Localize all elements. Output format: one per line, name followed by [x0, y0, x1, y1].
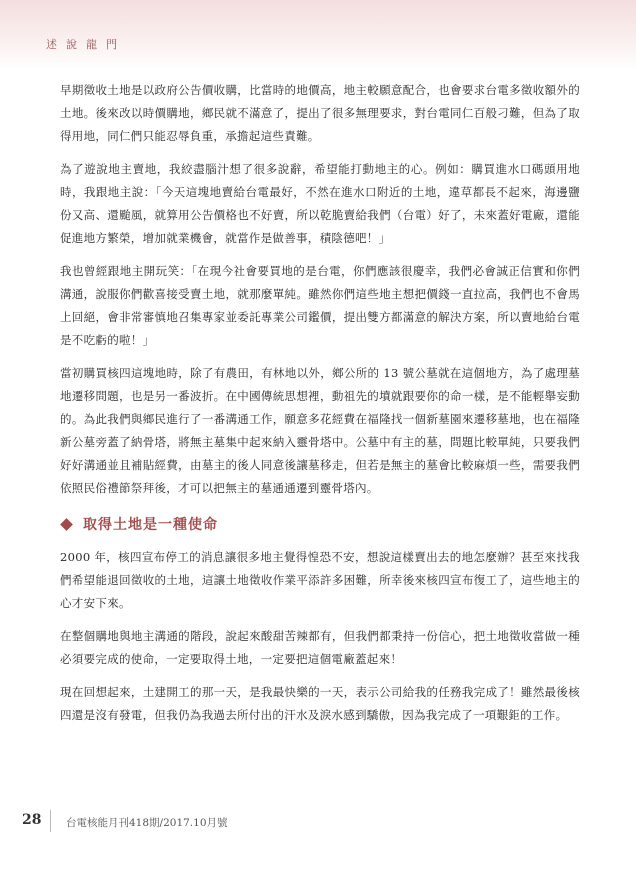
paragraph: 現在回想起來，土建開工的那一天，是我最快樂的一天，表示公司給我的任務我完成了！雖然最後核四還是沒有發電，但我仍為我過去所付出的汗水及淚水感到驕傲，因為我完成了一項艱鉅的工作。	[60, 685, 580, 722]
diamond-icon	[60, 518, 73, 531]
paragraph: 當初購買核四這塊地時，除了有農田，有林地以外，鄉公所的 13 號公墓就在這個地方，為了處理墓地遷移問題，也是另一番波折。在中國傳統思想裡，動祖先的墳就跟要你的命一樣，是不能輕舉妄動的。為此我們與鄉民進行了一番溝通工作，願意多花經費在福隆找一個新墓園來遷移墓地，也在福隆新公墓旁蓋了納骨塔，將無主墓集中起來納入靈骨塔中。公墓中有主的墓，問題比較單純，只要我們好好溝通並且補貼經費，由墓主的後人同意後讓墓移走，但若是無主的墓會比較麻煩一些，需要我們依照民俗禮節祭拜後，才可以把無主的墓通通遷到靈骨塔內。	[60, 366, 580, 495]
paragraph: 2000 年，核四宣布停工的消息讓很多地主覺得惶恐不安，想說這樣賣出去的地怎麼辦？甚至來找我們希望能退回徵收的土地，這讓土地徵收作業平添許多困難，所幸後來核四宣布復工了，這些地主的心才安下來。	[60, 550, 580, 610]
paragraph: 我也曾經跟地主開玩笑：「在現今社會要買地的是台電，你們應該很慶幸，我們必會誠正信實和你們溝通，說服你們歡喜接受賣土地，就那麼單純。雖然你們這些地主想把價錢一直拉高，我們也不會馬上回絕，會非常審慎地召集專家並委託專業公司鑑價，提出雙方都滿意的解決方案，所以賣地給台電是不吃虧的啦！」	[60, 264, 580, 347]
paragraph: 為了遊說地主賣地，我絞盡腦汁想了很多說辭，希望能打動地主的心。例如：購買進水口碼頭用地時，我跟地主說：「今天這塊地賣給台電最好，不然在進水口附近的土地，違草都長不起來，海邊鹽份又高、還颱風，就算用公告價格也不好賣，所以乾脆賣給我們（台電）好了，未來蓋好電廠，還能促進地方繁榮，增加就業機會，就當作是做善事，積陰德吧！」	[60, 162, 580, 245]
paragraph: 早期徵收土地是以政府公告價收購，比當時的地價高，地主較願意配合，也會要求台電多徵收額外的土地。後來改以時價購地，鄉民就不滿意了，提出了很多無理要求，對台電同仁百般刁難，但為了取得用地，同仁們只能忍辱負重，承擔起這些責難。	[60, 83, 580, 143]
article-body	[60, 79, 580, 737]
page-number: 28	[22, 812, 42, 828]
footer-divider	[50, 810, 51, 832]
section-heading-text: 取得土地是一種使命	[83, 517, 218, 533]
paragraph: 在整個購地與地主溝通的階段，說起來酸甜苦辣都有，但我們都秉持一份信心，把土地徵收當做一種必須要完成的使命，一定要取得土地，一定要把這個電廠蓋起來！	[60, 629, 580, 666]
publication-info: 台電核能月刊418期/2017.10月號	[66, 817, 228, 829]
section-label: 述說龍門	[46, 38, 126, 51]
header-band	[0, 0, 636, 70]
section-heading	[58, 510, 580, 538]
